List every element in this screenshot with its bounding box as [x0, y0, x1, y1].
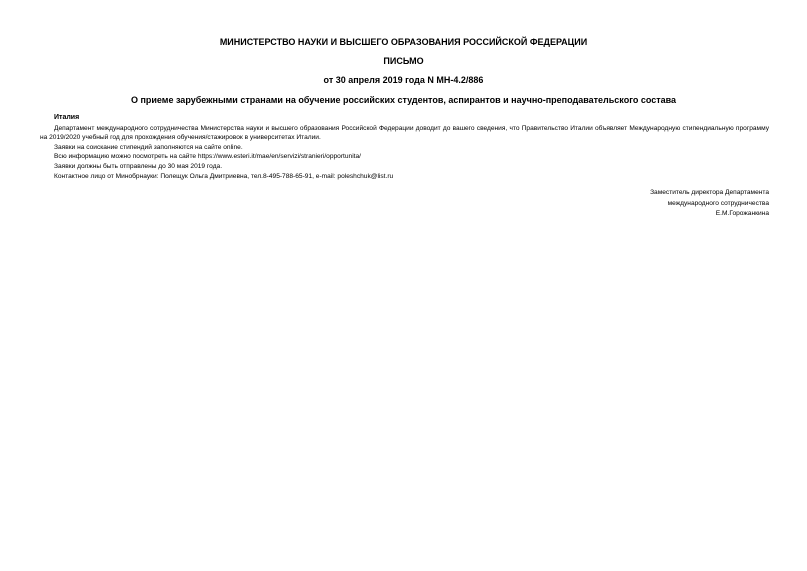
signature-department: международного сотрудничества [667, 199, 769, 207]
signature-block [650, 188, 769, 220]
signature-name: Е.М.Горожанкина [715, 210, 769, 218]
paragraph-announcement: Департамент международного сотрудничества Министерства науки и высшего образования Российской Федерации доводит до вашего сведения, что Правительство Италии объявляет Международную стипендиальную программу на 2019/2020 учебный год для прохождения обучения/стажировок в университетах Италии. [40, 124, 769, 142]
document-subject: О приеме зарубежными странами на обучение российских студентов, аспирантов и научно-преподавательского состава [130, 95, 677, 105]
paragraph-application-online: Заявки на соискание стипендий заполняются на сайте online. [54, 143, 243, 151]
paragraph-contact: Контактное лицо от Минобрнауки: Полещук Ольга Дмитриевна, тел.8-495-788-65-91, e-mail: poleshchuk@list.ru [54, 172, 394, 180]
signature-position: Заместитель директора Департамента [650, 189, 769, 196]
paragraph-deadline: Заявки должны быть отправлены до 30 мая 2019 года. [54, 162, 223, 170]
letter-body [40, 113, 769, 181]
document-date-number: от 30 апреля 2019 года N МН-4.2/886 [323, 75, 484, 85]
document-type: ПИСЬМО [383, 56, 424, 66]
ministry-heading: МИНИСТЕРСТВО НАУКИ И ВЫСШЕГО ОБРАЗОВАНИЯ РОССИЙСКОЙ ФЕДЕРАЦИИ [219, 37, 588, 47]
paragraph-info-website: Всю информацию можно посмотреть на сайте https://www.esteri.it/mae/en/servizi/stranieri/opportunita/ [54, 153, 361, 161]
country-heading: Италия [54, 114, 80, 121]
